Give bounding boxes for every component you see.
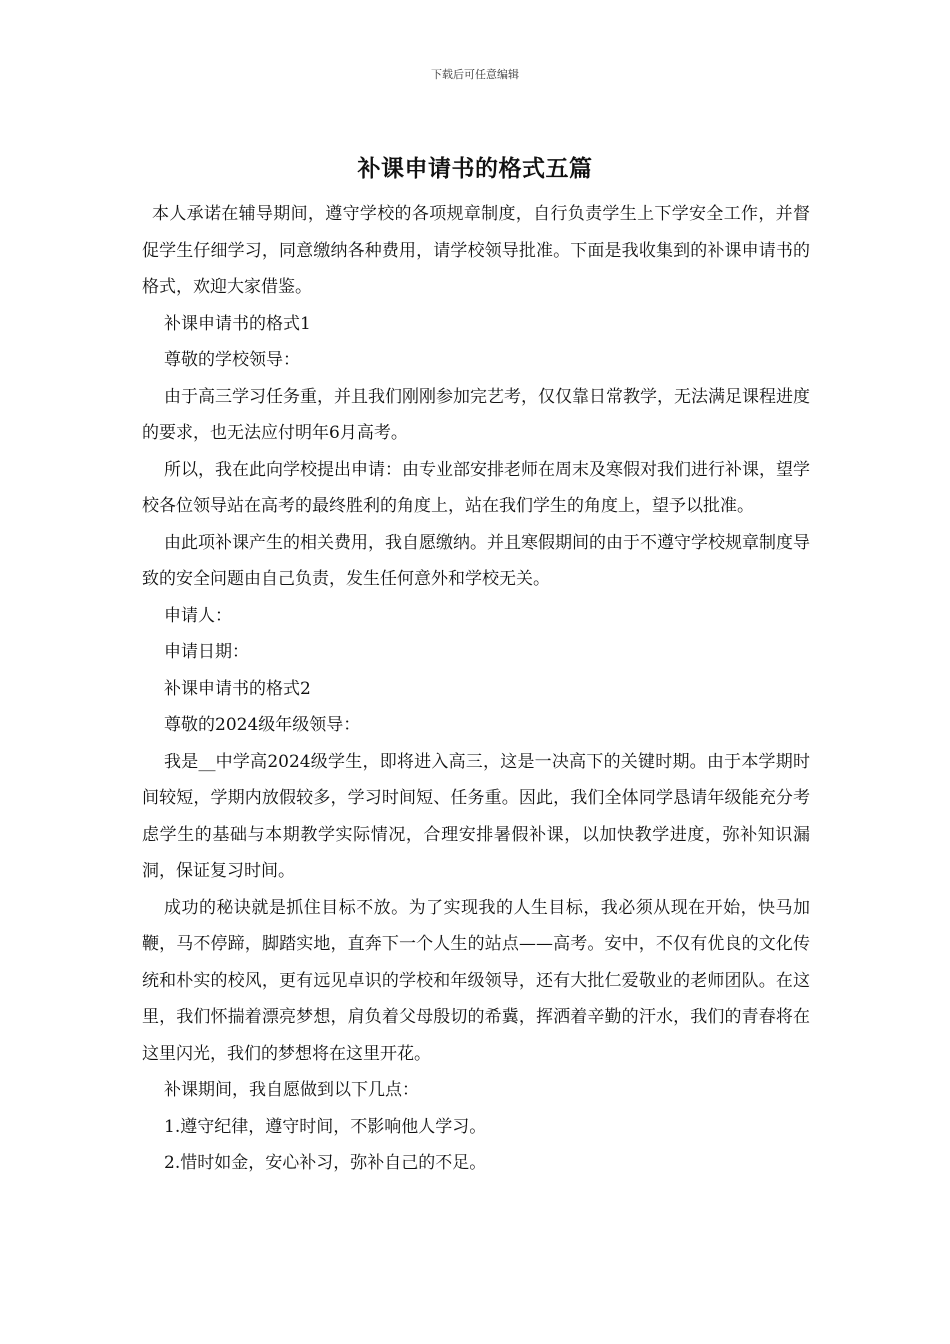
document-body [142,196,810,1182]
salutation-1: 尊敬的学校领导： [164,350,300,370]
intro-paragraph: 本人承诺在辅导期间，遵守学校的各项规章制度，自行负责学生上下学安全工作，并督促学生仔细学习，同意缴纳各种费用，请学校领导批准。下面是我收集到的补课申请书的格式，欢迎大家借鉴。 [142,204,810,297]
section-heading-format-1: 补课申请书的格式1 [164,313,311,334]
body-paragraph: 所以，我在此向学校提出申请：由专业部安排老师在周末及寒假对我们进行补课，望学校各位领导站在高考的最终胜利的角度上，站在我们学生的角度上，望予以批准。 [142,459,810,516]
body-paragraph: 成功的秘诀就是抓住目标不放。为了实现我的人生目标，我必须从现在开始，快马加鞭，马不停蹄，脚踏实地，直奔下一个人生的站点——高考。安中，不仅有优良的文化传统和朴实的校风，更有远见卓识的学校和年级领导，还有大批仁爱敬业的老师团队。在这里，我们怀揣着漂亮梦想，肩负着父母殷切的希冀，挥洒着辛勤的汗水，我们的青春将在这里闪光，我们的梦想将在这里开花。 [142,897,810,1064]
salutation-2: 尊敬的2024级年级领导： [164,715,361,735]
list-item: 1.遵守纪律，遵守时间，不影响他人学习。 [164,1116,487,1137]
applicant-line: 申请人： [164,605,232,626]
list-item: 2.惜时如金，安心补习，弥补自己的不足。 [164,1153,487,1173]
header-note: 下载后可任意编辑 [431,68,519,81]
body-paragraph: 由于高三学习任务重，并且我们刚刚参加完艺考，仅仅靠日常教学，无法满足课程进度的要求，也无法应付明年6月高考。 [142,386,810,443]
document-title: 补课申请书的格式五篇 [357,155,593,182]
body-paragraph: 我是__中学高2024级学生，即将进入高三，这是一决高下的关键时期。由于本学期时间较短，学期内放假较多，学习时间短、任务重。因此，我们全体同学恳请年级能充分考虑学生的基础与本期教学实际情况，合理安排暑假补课，以加快教学进度，弥补知识漏洞，保证复习时间。 [142,751,810,881]
section-heading-format-2: 补课申请书的格式2 [164,678,311,699]
list-intro: 补课期间，我自愿做到以下几点： [164,1080,419,1100]
body-paragraph: 由此项补课产生的相关费用，我自愿缴纳。并且寒假期间的由于不遵守学校规章制度导致的安全问题由自己负责，发生任何意外和学校无关。 [142,532,810,589]
application-date-line: 申请日期： [164,642,249,662]
